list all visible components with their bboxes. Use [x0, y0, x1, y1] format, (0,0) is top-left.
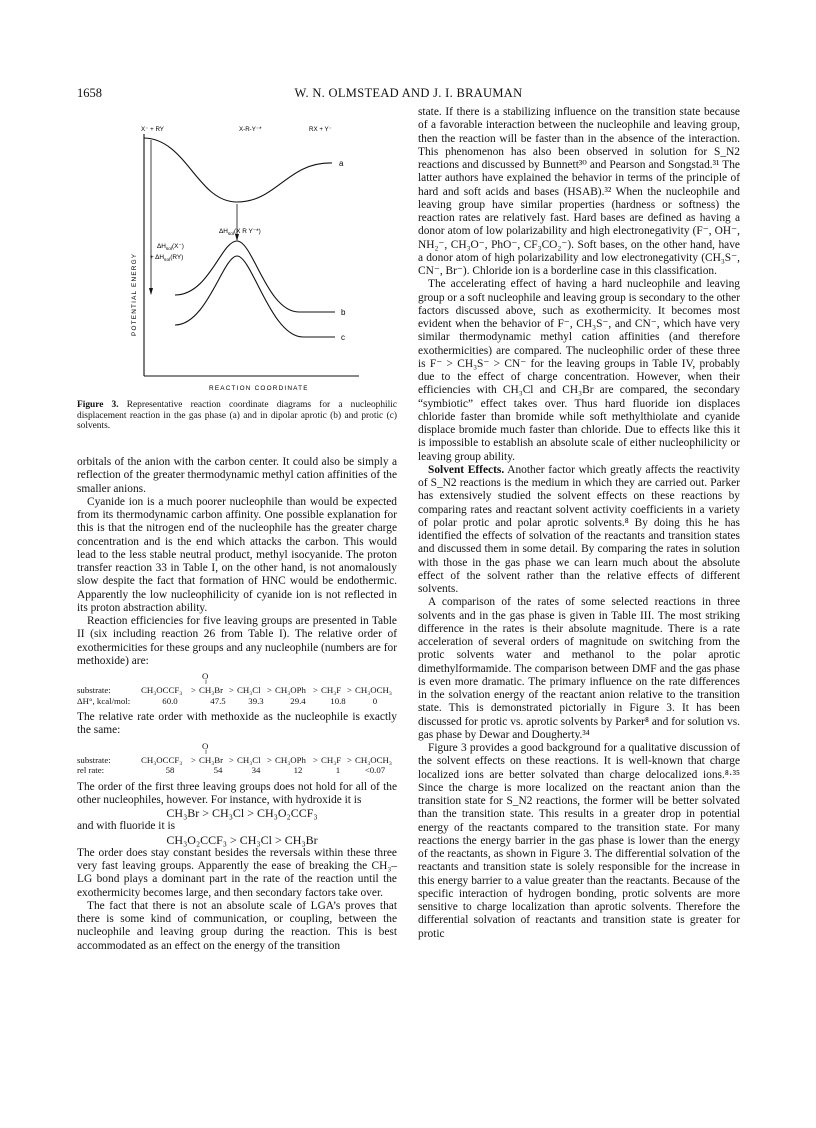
carbonyl-oxygen: O: [202, 671, 209, 681]
paragraph: The accelerating effect of having a hard nucleophile and leaving group or a soft nucleophile and leaving group is secondary to the other factors discussed above, such as exothermicity. It becomes most evident when the behavior of F⁻, CH₃S⁻, and CN⁻, which have very similar thermodynamic methyl cation affinities (and therefore exothermicities) are compared. The nucleophilic order of these three is F⁻ > CH₃S⁻ > CN⁻ for the leaving groups in Table IV, probably due to the effect of charge concentration. However, when their efficiencies with CH₃Cl and CH₃Br are compared, the secondary “symbiotic” effect takes over. Thus hard fluoride ion displaces chloride faster than bromide while soft methylthiolate and cyanide displace bromide much faster than chloride. Due to effects like this it is impossible to establish an absolute scale of either nucleophilicity or leaving group ability.: [418, 278, 741, 463]
arrowhead-icon: [149, 288, 153, 295]
paragraph: The order does stay constant besides the reversals within these three very fast leaving groups. Apparently the ease of breaking the CH₃–LG bond plays a dominant part in the rate of the reaction until the exothermicity becomes large, and then secondary factors take over.: [77, 846, 397, 899]
gt-sign: >: [191, 685, 196, 695]
exothermicity-order: O ‖ substrate: CH₃OCCF₃ > CH₃Br > CH₃Cl > CH₃OPh > CH₃F > CH₃OCH₃ ΔH°, kcal/mol: 60.0 47.5 39.3 29.4 10.8 0: [77, 672, 397, 706]
paragraph: state. If there is a stabilizing influence on the transition state because of a favorable interaction between the nucleophile and leaving group, then the reaction will be faster than in the absence of the interaction. This phenomenon has also been observed in solution for S_N2 reactions and discussed by Bunnett³⁰ and Pearson and Songstad.³¹ The latter authors have explained the behavior in terms of the principle of hard and soft acids and bases (HSAB).³² When the nucleophile and leaving group have similar properties (hardness or softness) the reaction rates are relatively fast. Hard bases are defined as having a donor atom of low polarizability and high electronegativity (F⁻, OH⁻, NH₂⁻, CH₃O⁻, PhO⁻, CF₃CO₂⁻). Soft bases, on the other hand, have a donor atom of high polarizability and low electronegativity (CH₃S⁻, CN⁻, Br⁻). Chloride ion is a borderline case in this classification.: [418, 106, 740, 277]
left-column: [77, 456, 397, 953]
curve-label-a: a: [339, 159, 344, 168]
x-axis-label: REACTION COORDINATE: [209, 385, 309, 392]
paragraph: and with fluoride it is: [77, 820, 176, 833]
substrate-cell: CH₃F: [321, 685, 342, 695]
dh-sol-ts: $\Delta H_{sol}(X$ R Y⁻*): [219, 228, 261, 237]
section-heading: Solvent Effects.: [428, 463, 505, 476]
page-header: [77, 86, 740, 102]
enthalpy-row: [77, 696, 397, 707]
substrate-cell: CH₃OPh: [275, 754, 306, 765]
gt-sign: >: [229, 754, 234, 765]
value-cell: 0: [372, 695, 378, 706]
substrate-cell: CH₃OCH₃: [355, 685, 392, 695]
gt-sign: >: [229, 685, 234, 695]
y-axis-label: POTENTIAL ENERGY: [131, 252, 138, 336]
value-cell: 12: [293, 765, 303, 775]
dh-sol-reactant-ry: + $\Delta H_{sol}(RY)$: [150, 254, 184, 263]
label-transition-state: X-R-Y⁻*: [239, 126, 262, 133]
substrate-cell: CH₃OCH₃: [355, 754, 392, 765]
curve-c: [175, 256, 335, 337]
hydroxide-order: CH₃Br > CH₃Cl > CH₃O₂CCF₃: [166, 806, 318, 820]
value-cell: 1: [335, 765, 341, 775]
curve-a: [144, 138, 332, 202]
paragraph: The fact that there is not an absolute scale of LGA’s proves that there is some kind of communication, or coupling, between the nucleophile and leaving group during the reaction. This is best accommodated as an effect on the energy of the transition: [77, 899, 397, 952]
curve-b: [175, 241, 335, 312]
gt-sign: >: [313, 685, 318, 695]
reaction-coordinate-diagram: [77, 106, 397, 396]
paragraph: The order of the first three leaving groups does not hold for all of the other nucleophiles, however. For instance, with hydroxide it is: [77, 780, 397, 806]
label-reactants: X⁻ + RY: [141, 126, 164, 133]
substrate-cell: CH₃Cl: [237, 685, 261, 695]
paragraph: [418, 464, 740, 597]
figure-caption-text: Representative reaction coordinate diagrams for a nucleophilic displacement reaction in the gas phase (a) and in dipolar aprotic (b) and protic (c) solvents.: [77, 400, 397, 432]
substrate-row: [77, 755, 397, 766]
value-cell: <0.07: [364, 765, 386, 775]
row-label: substrate:: [77, 754, 111, 765]
row-label: rel rate:: [77, 765, 105, 775]
gt-sign: >: [191, 754, 196, 765]
carbonyl-oxygen: O: [202, 740, 209, 751]
value-cell: 34: [251, 765, 261, 775]
substrate-cell: CH₃F: [321, 754, 342, 765]
substrate-cell: CH₃Cl: [237, 754, 261, 765]
curve-label-b: b: [341, 308, 346, 317]
row-label: ΔH°, kcal/mol:: [77, 695, 131, 706]
paragraph: Reaction efficiencies for five leaving groups are presented in Table II (six including reaction 26 from Table I). The relative order of exothermicities for these groups and any nucleophile (numbers are for methoxide) are:: [77, 615, 397, 667]
paragraph: A comparison of the rates of some selected reactions in three solvents and in the gas phase is given in Table III. The most striking difference in the rates is their absolute magnitude. There is a rate acceleration of several orders of magnitude on switching from the protic solvents water and methanol to the polar aprotic dimethylformamide. The comparison between DMF and the gas phase is even more dramatic. The primary influence on the rate differences in the solvation energy of the reactant anion relative to the transition state. This is demonstrated pictorially in Figure 3. It has been discussed for protic vs. aprotic solvents by Parker⁸ and for solution vs. gas phase by Dewar and Dougherty.³⁴: [418, 596, 740, 741]
paragraph: Cyanide ion is a much poorer nucleophile than would be expected from its thermodynamic carbon affinity. One possible explanation for this is that the nitrogen end of the nucleophile has the greater charge concentration and is the end which attacks the carbon. This would lead to the less stable neutral product, methyl isocyanide. The proton transfer reaction 33 in Table I, on the other hand, is not anomalously slow despite the fact that formation of HNC would be endothermic. Apparently the low nucleophilicity of cyanide ion is not reflected in its proton abstraction ability.: [77, 495, 397, 614]
paragraph: The relative rate order with methoxide as the nucleophile is exactly the same:: [77, 711, 397, 737]
paragraph-text: Another factor which greatly affects the reactivity of S_N2 reactions is the medium in which they are carried out. Parker has extensively studied the solvent effects on these reactions by comparing rates and reactant solvent activity coefficients in a variety of polar protic and polar aprotic solvents.⁸ By doing this he has identified the effects of solvation of the reactants and transition states and discussed them in some detail. By comparing the rates in solution with those in the gas phase we can learn much about the absolute effect of the solvent rather than the relative effects of different solvents.: [418, 463, 740, 595]
value-cell: 58: [165, 765, 175, 775]
value-cell: 47.5: [210, 695, 226, 706]
figure-3: [77, 106, 397, 436]
value-cell: 10.8: [330, 695, 346, 706]
row-label: substrate:: [77, 685, 111, 695]
paragraph: Figure 3 provides a good background for a qualitative discussion of the solvent effects on these reactions. It is well-known that charge localized ions are better solvated than charge delocalized ions.⁸·³⁵ Since the charge is more localized on the reactant anion than the transition state for S_N2 reactions, the former will be better solvated than the transition state. This results in a greater drop in potential energy of the reactants compared to the transition state. For many reactions the energy barrier in the gas phase is lower than the energy of the reactants, as shown in Figure 3. The differential solvation of the reactants and transition state is solely responsible for the increase in this energy barrier to a value greater than the reactants. Because of the specific interaction of hydrogen bonding, protic solvents are more sensitive to charge localization than aprotic solvents. Therefore the differential solvation of reactants and transition state is greater for protic: [418, 742, 740, 940]
paragraph: orbitals of the anion with the carbon center. It could also be simply a reflection of the greater thermodynamic methyl cation affinities of the smaller anions.: [77, 456, 397, 495]
rate-order: O ‖ substrate: CH₃OCCF₃ > CH₃Br > CH₃Cl > CH₃OPh > CH₃F > CH₃OCH₃ rel rate: 58 54 34 12 1 <0.07: [77, 742, 397, 776]
page-number: 1658: [77, 86, 102, 100]
curve-label-c: c: [341, 333, 345, 342]
figure-caption-label: Figure 3.: [77, 400, 119, 410]
dh-sol-reactant-x: $\Delta H_{sol}(X^-)$: [157, 243, 184, 252]
substrate-cell: CH₃Br: [199, 685, 224, 695]
gt-sign: >: [267, 685, 272, 695]
substrate-cell: CH₃OPh: [275, 685, 306, 695]
running-title: W. N. OLMSTEAD AND J. I. BRAUMAN: [294, 86, 523, 100]
gt-sign: >: [267, 754, 272, 765]
fluoride-order: CH₃O₂CCF₃ > CH₃Cl > CH₃Br: [166, 832, 318, 847]
substrate-cell: CH₃OCCF₃: [141, 685, 183, 695]
rate-row: [77, 765, 397, 776]
value-cell: 39.3: [248, 695, 264, 706]
substrate-cell: CH₃Br: [199, 754, 224, 765]
gt-sign: >: [347, 754, 352, 765]
substrate-row: [77, 685, 397, 696]
gt-sign: >: [347, 685, 352, 695]
right-column: [418, 106, 740, 941]
substrate-cell: CH₃OCCF₃: [141, 754, 183, 765]
arrowhead-icon: [235, 234, 239, 241]
label-products: RX + Y⁻: [309, 126, 332, 133]
gt-sign: >: [313, 754, 318, 765]
figure-caption: [77, 400, 397, 432]
value-cell: 29.4: [290, 695, 306, 706]
value-cell: 54: [213, 765, 223, 775]
value-cell: 60.0: [162, 695, 178, 706]
